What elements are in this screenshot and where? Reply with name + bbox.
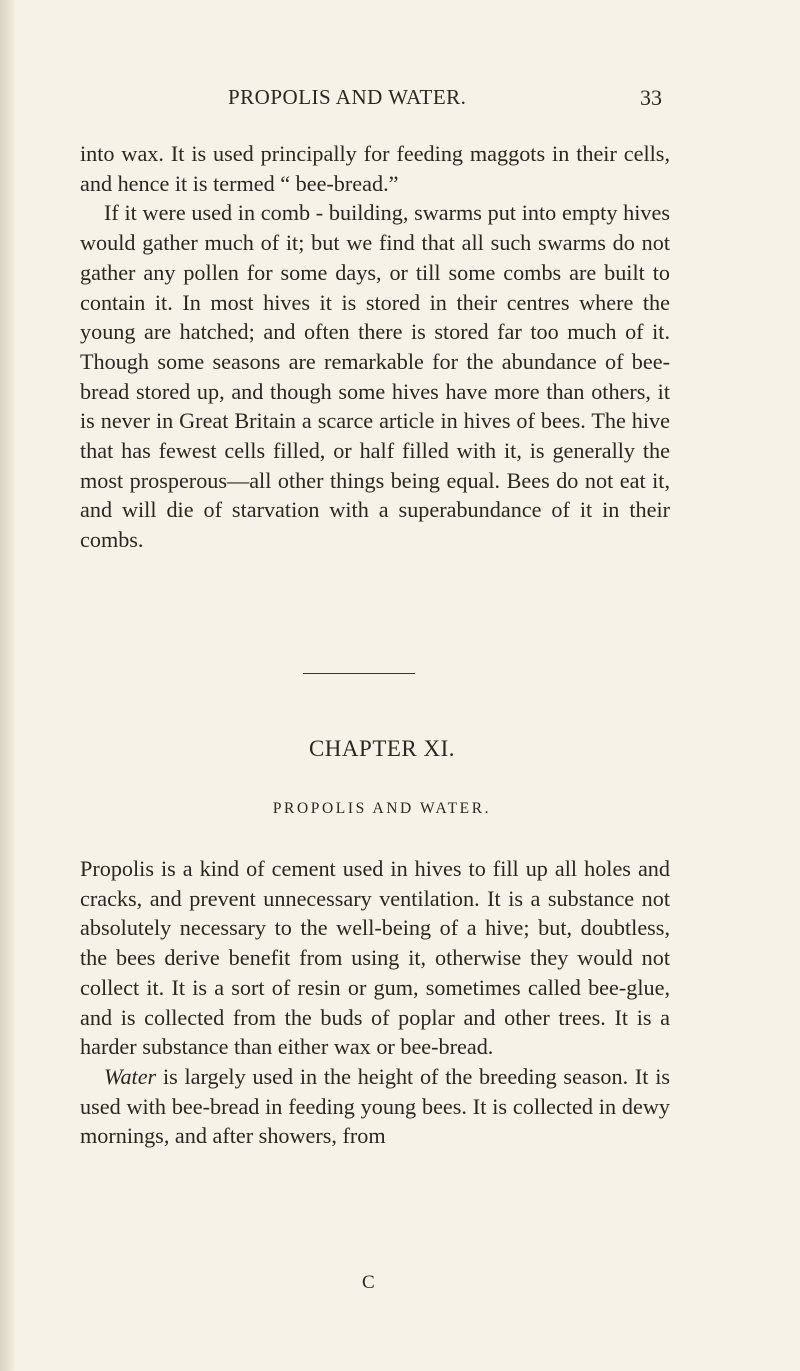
paragraph	[80, 1062, 670, 1151]
running-head	[0, 85, 800, 115]
page-number: 33	[640, 85, 662, 110]
chapter-heading-text: CHAPTER XI.	[308, 736, 456, 761]
section-divider-rule	[303, 673, 415, 674]
paragraph: Propolis is a kind of cement used in hives to fill up all holes and cracks, and prevent unnecessary ventilation. It is a substance not absolutely necessary to the well-being of a hive; but, doubtless, the bees derive benefit from using it, otherwise they would not collect it. It is a sort of resin or gum, sometimes called bee-glue, and is collected from the buds of poplar and other trees. It is a harder substance than either wax or bee-bread.	[80, 856, 670, 1060]
italic-term: Water	[104, 1063, 157, 1089]
chapter-subtitle-text: PROPOLIS AND WATER.	[272, 800, 492, 817]
running-head-title: PROPOLIS AND WATER.	[228, 85, 467, 109]
signature-mark: C	[362, 1272, 375, 1293]
chapter-heading	[0, 736, 800, 762]
chapter-text	[80, 854, 670, 1151]
paragraph: into wax. It is used principally for feeding maggots in their cells, and hence it is termed “ bee-bread.”	[80, 141, 670, 196]
paragraph: If it were used in comb - building, swarms put into empty hives would gather much of it; but we find that all such swarms do not gather any pollen for some days, or till some combs are built to contain it. In most hives it is stored in their centres where the young are hatched; and often there is stored far too much of it. Though some seasons are remarkable for the abundance of bee-bread stored up, and though some hives have more than others, it is never in Great Britain a scarce article in hives of bees. The hive that has fewest cells filled, or half filled with it, is generally the most prosperous—all other things being equal. Bees do not eat it, and will die of starvation with a superabundance of it in their combs.	[80, 200, 670, 553]
paragraph-text: is largely used in the height of the breeding season. It is used with bee-bread in feeding young bees. It is collected in dewy mornings, and after showers, from	[80, 1063, 670, 1149]
chapter-subtitle	[0, 800, 800, 818]
binding-gutter	[0, 0, 16, 1371]
continuation-text	[80, 139, 670, 555]
